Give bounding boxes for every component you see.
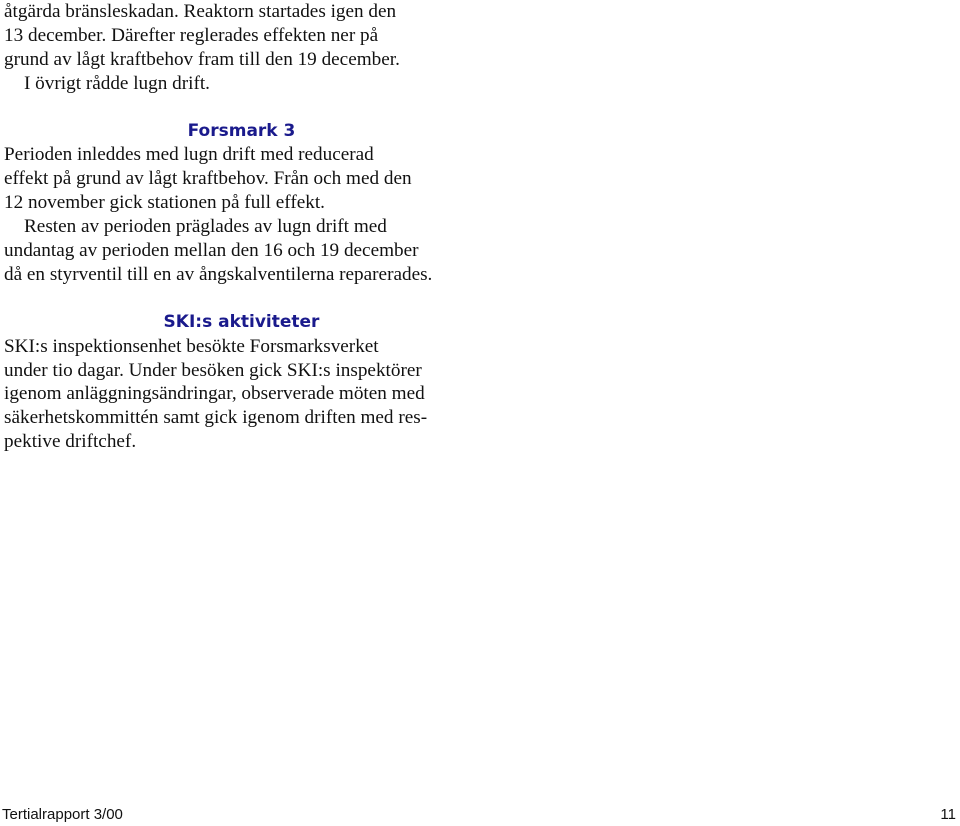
text-line: 13 december. Därefter reglerades effekten ner på — [4, 24, 379, 46]
text-column — [4, 0, 479, 454]
text-line: pektive driftchef. — [4, 431, 137, 453]
text-line: I övrigt rådde lugn drift. — [24, 72, 210, 94]
text-line: säkerhetskommittén samt gick igenom driften med res- — [4, 407, 428, 429]
forsmark3-paragraph-1 — [4, 143, 479, 215]
text-line: då en styrventil till en av ångskalventilerna reparerades. — [4, 263, 433, 285]
section-heading-forsmark3: Forsmark 3 — [187, 120, 296, 141]
text-line: 12 november gick stationen på full effekt. — [4, 192, 325, 214]
spacer — [4, 287, 479, 311]
section-heading-ski: SKI:s aktiviteter — [163, 311, 320, 332]
text-line: SKI:s inspektionsenhet besökte Forsmarksverket — [4, 335, 379, 357]
spacer — [4, 96, 479, 120]
text-line: undantag av perioden mellan den 16 och 19 december — [4, 240, 419, 262]
forsmark3-paragraph-2 — [4, 215, 479, 287]
text-line: grund av lågt kraftbehov fram till den 19 december. — [4, 48, 400, 70]
text-line: Perioden inleddes med lugn drift med reducerad — [4, 144, 374, 166]
text-line: under tio dagar. Under besöken gick SKI:s inspektörer — [4, 359, 422, 381]
page-number: 11 — [940, 806, 956, 823]
text-line: effekt på grund av lågt kraftbehov. Från och med den — [4, 168, 412, 190]
text-line: igenom anläggningsändringar, observerade möten med — [4, 383, 425, 405]
text-line: Resten av perioden präglades av lugn drift med — [24, 216, 387, 238]
intro-paragraph — [4, 0, 479, 96]
ski-paragraph — [4, 335, 479, 455]
text-line: åtgärda bränsleskadan. Reaktorn startades igen den — [4, 1, 397, 22]
footer-report-title: Tertialrapport 3/00 — [2, 806, 123, 823]
